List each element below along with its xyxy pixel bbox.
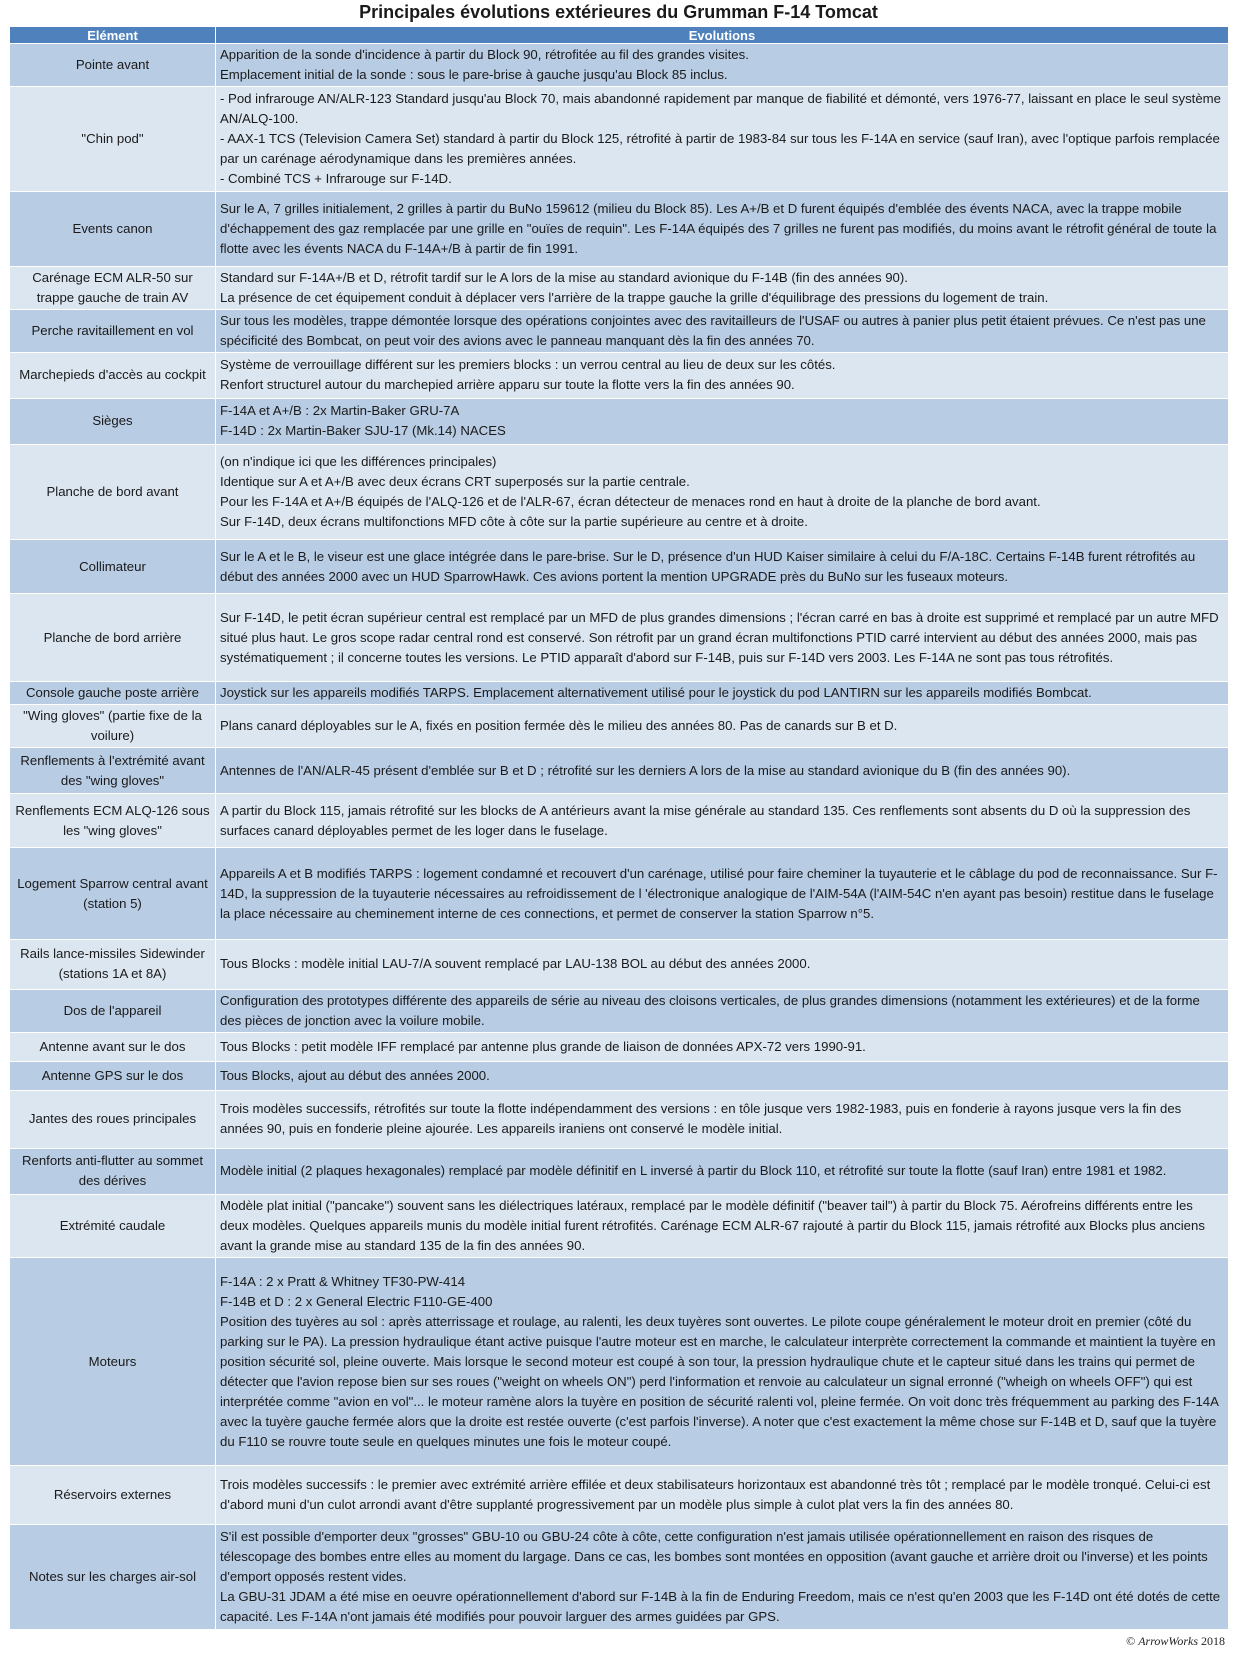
row-evolutions-cell bbox=[216, 794, 1229, 848]
table-row bbox=[10, 310, 1229, 353]
evolution-line: Identique sur A et A+/B avec deux écrans CRT superposés sur la partie centrale. bbox=[220, 473, 690, 489]
header-element: Elément bbox=[10, 27, 216, 44]
header-evolutions: Evolutions bbox=[216, 27, 1229, 44]
evolution-line: Configuration des prototypes différente des appareils de série au niveau des cloisons verticales, de plus grandes dimensions (notamment les extérieures) et de la forme des pièces de jonction avec la voilure mobile. bbox=[220, 992, 1200, 1028]
row-element-cell: Console gauche poste arrière bbox=[10, 681, 216, 704]
evolution-line: Système de verrouillage différent sur les premiers blocks : un verrou central au lieu de deux sur les côtés. bbox=[220, 357, 836, 373]
row-evolutions-cell bbox=[216, 44, 1229, 87]
row-evolutions-cell bbox=[216, 86, 1229, 191]
row-element-cell: Renforts anti-flutter au sommet des dérives bbox=[10, 1149, 216, 1195]
table-row bbox=[10, 704, 1229, 748]
row-evolutions-cell bbox=[216, 1032, 1229, 1061]
evolution-line: Sur F-14D, le petit écran supérieur central est remplacé par un MFD de plus grandes dimensions ; l'écran carré en bas à droite est supprimé et remplacé par un autre MFD situé plus haut. Le gros scope radar central rond est conservé. Son rétrofit par un grand écran multifonctions PTID carré intervient au début des années 2000, mais pas systématiquement ; il concerne toutes les versions. Le PTID apparaît d'abord sur F-14B, puis sur F-14D vers 2003. Les F-14A ne sont pas tous rétrofités. bbox=[220, 609, 1219, 665]
row-element-cell: Events canon bbox=[10, 191, 216, 266]
evolution-line: Joystick sur les appareils modifiés TARPS. Emplacement alternativement utilisé pour le joystick du pod LANTIRN sur les appareils modifiés Bombcat. bbox=[220, 684, 1092, 700]
row-evolutions-cell bbox=[216, 989, 1229, 1032]
evolution-line: - Pod infrarouge AN/ALR-123 Standard jusqu'au Block 70, mais abandonné rapidement par manque de fiabilité et démonté, vers 1976-77, laissant en place le seul système AN/ALQ-100. bbox=[220, 90, 1221, 126]
row-evolutions-cell bbox=[216, 1090, 1229, 1148]
row-element-cell: Antenne avant sur le dos bbox=[10, 1032, 216, 1061]
evolution-line: Standard sur F-14A+/B et D, rétrofit tardif sur le A lors de la mise au standard avionique du F-14B (fin des années 90). bbox=[220, 270, 908, 286]
row-evolutions-cell bbox=[216, 1466, 1229, 1524]
evolution-line: Modèle plat initial ("pancake") souvent sans les diélectriques latéraux, remplacé par le modèle définitif ("beaver tail") à partir du Block 75. Aérofreins différents entre les deux modèles. Quelques appareils munis du modèle initial furent rétrofités. Carénage ECM ALR-67 rajouté à partir du Block 115, jamais rétrofité aux Blocks plus anciens avant la grande mise au standard 135 de la fin des années 90. bbox=[220, 1198, 1205, 1254]
copyright-symbol: © bbox=[1126, 1634, 1136, 1648]
table-row bbox=[10, 989, 1229, 1032]
table-row bbox=[10, 748, 1229, 794]
table-row bbox=[10, 44, 1229, 87]
table-row bbox=[10, 1149, 1229, 1195]
evolution-line: Position des tuyères au sol : après atterrissage et roulage, au ralenti, les deux tuyères sont ouvertes. Le pilote coupe généralement le moteur droit en premier (côté du parking sur le PA). La pression hydraulique étant active puisque l'autre moteur est en marche, le calculateur interprète correctement la commande et maintient la tuyère en position sécurité sol, pleine ouverte. Mais lorsque le second moteur est coupé à son tour, la pression hydraulique chute et le capteur situé dans les trains qui permet de détecter que l'avion repose bien sur ses roues ("weight on wheels ON") perd l'information et renvoie au calculateur un signal erronné ("wheigh on wheels OFF") qui est interprétée comme "avion en vol"... le moteur ramène alors la tuyère en position de sécurité ralenti vol, pleine fermée. On voit donc très fréquemment au parking des F-14A avec la tuyère gauche fermée alors que la droite est restée ouverte (c'est parfois l'inverse). A noter que c'est exactement la même chose sur F-14B et D, sauf que la tuyère du F110 se rouvre toute seule en quelques minutes une fois le moteur coupé. bbox=[220, 1313, 1219, 1449]
evolution-line: Tous Blocks : petit modèle IFF remplacé par antenne plus grande de liaison de données APX-72 vers 1990-91. bbox=[220, 1038, 866, 1054]
evolution-line: La GBU-31 JDAM a été mise en oeuvre opérationnellement d'abord sur F-14B à la fin de Enduring Freedom, mais ce n'est qu'en 2003 que les F-14D ont été dotés de cette capacité. Les F-14A n'ont jamais été modifiés pour pouvoir larguer des armes guidées par GPS. bbox=[220, 1588, 1221, 1624]
row-element-cell: Notes sur les charges air-sol bbox=[10, 1524, 216, 1629]
brand-name: ArrowWorks bbox=[1138, 1634, 1198, 1648]
row-evolutions-cell bbox=[216, 748, 1229, 794]
row-evolutions-cell bbox=[216, 353, 1229, 399]
row-evolutions-cell bbox=[216, 1258, 1229, 1466]
evolution-line: La présence de cet équipement conduit à déplacer vers l'arrière de la trappe gauche la grille d'équilibrage des pressions du logement de train. bbox=[220, 290, 1049, 306]
table-row bbox=[10, 681, 1229, 704]
evolution-line: A partir du Block 115, jamais rétrofité sur les blocks de A antérieurs avant la mise générale au standard 135. Ces renflements sont absents du D où la suppression des surfaces canard déployables permet de les loger dans le fuselage. bbox=[220, 802, 1191, 838]
evolution-line: F-14A et A+/B : 2x Martin-Baker GRU-7A bbox=[220, 403, 460, 419]
row-element-cell: "Chin pod" bbox=[10, 86, 216, 191]
table-row bbox=[10, 398, 1229, 444]
table-row bbox=[10, 1032, 1229, 1061]
evolution-line: F-14D : 2x Martin-Baker SJU-17 (Mk.14) NACES bbox=[220, 423, 506, 439]
row-evolutions-cell bbox=[216, 266, 1229, 310]
row-evolutions-cell bbox=[216, 398, 1229, 444]
evolution-line: Sur tous les modèles, trappe démontée lorsque des opérations conjointes avec des ravitailleurs de l'USAF ou autres à panier plus petit étaient prévues. Ce n'est pas une spécificité des Bombcat, on peut voir des avions avec le panneau manquant dès la fin des années 70. bbox=[220, 313, 1206, 349]
row-evolutions-cell bbox=[216, 1194, 1229, 1257]
row-element-cell: Collimateur bbox=[10, 540, 216, 594]
row-evolutions-cell bbox=[216, 1524, 1229, 1629]
table-row bbox=[10, 191, 1229, 266]
row-evolutions-cell bbox=[216, 1061, 1229, 1090]
evolution-line: Tous Blocks : modèle initial LAU-7/A souvent remplacé par LAU-138 BOL au début des années 2000. bbox=[220, 956, 811, 972]
row-element-cell: Extrémité caudale bbox=[10, 1194, 216, 1257]
row-evolutions-cell bbox=[216, 540, 1229, 594]
footer-credit bbox=[1126, 1634, 1225, 1649]
table-row bbox=[10, 1466, 1229, 1524]
row-element-cell: Marchepieds d'accès au cockpit bbox=[10, 353, 216, 399]
row-evolutions-cell bbox=[216, 191, 1229, 266]
evolution-line: Tous Blocks, ajout au début des années 2000. bbox=[220, 1067, 490, 1083]
evolution-line: Sur le A et le B, le viseur est une glace intégrée dans le pare-brise. Sur le D, présence d'un HUD Kaiser similaire à celui du F/A-18C. Certains F-14B furent rétrofités au début des années 2000 avec un HUD SparrowHawk. Ces avions portent la mention UPGRADE près du BuNo sur les fuseaux moteurs. bbox=[220, 548, 1196, 584]
row-element-cell: Rails lance-missiles Sidewinder (stations 1A et 8A) bbox=[10, 939, 216, 989]
evolution-line: Sur le A, 7 grilles initialement, 2 grilles à partir du BuNo 159612 (milieu du Block 85). Les A+/B et D furent équipés d'emblée des évents NACA, avec la trappe mobile d'échappement des gaz remplacée par une grille en "ouïes de requin". Les F-14A équipés des 7 grilles ne furent pas modifiés, du moins avant le rétrofit général de toute la flotte avec les évents NACA du F-14A+/B à partir de fin 1991. bbox=[220, 200, 1217, 256]
evolution-line: Apparition de la sonde d'incidence à partir du Block 90, rétrofitée au fil des grandes visites. bbox=[220, 46, 749, 62]
row-evolutions-cell bbox=[216, 310, 1229, 353]
copyright-year: 2018 bbox=[1201, 1634, 1225, 1648]
table-row bbox=[10, 1258, 1229, 1466]
row-element-cell: Réservoirs externes bbox=[10, 1466, 216, 1524]
evolution-line: Antennes de l'AN/ALR-45 présent d'emblée sur B et D ; rétrofité sur les derniers A lors de la mise au standard avionique du B (fin des années 90). bbox=[220, 762, 1071, 778]
table-row bbox=[10, 794, 1229, 848]
evolution-line: F-14A : 2 x Pratt & Whitney TF30-PW-414 bbox=[220, 1273, 466, 1289]
row-element-cell: "Wing gloves" (partie fixe de la voilure) bbox=[10, 704, 216, 748]
evolutions-table bbox=[9, 26, 1229, 1630]
table-row bbox=[10, 1194, 1229, 1257]
table-row bbox=[10, 594, 1229, 681]
evolution-line: - Combiné TCS + Infrarouge sur F-14D. bbox=[220, 170, 452, 186]
row-evolutions-cell bbox=[216, 704, 1229, 748]
evolution-line: Emplacement initial de la sonde : sous le pare-brise à gauche jusqu'au Block 85 inclus. bbox=[220, 66, 728, 82]
row-evolutions-cell bbox=[216, 444, 1229, 540]
evolution-line: - AAX-1 TCS (Television Camera Set) standard à partir du Block 125, rétrofité à partir de 1983-84 sur tous les F-14A en service (sauf Iran), avec l'optique parfois remplacée par un carénage aérodynamique dans les premières années. bbox=[220, 130, 1220, 166]
row-element-cell: Jantes des roues principales bbox=[10, 1090, 216, 1148]
table-row bbox=[10, 353, 1229, 399]
table-row bbox=[10, 848, 1229, 940]
table-row bbox=[10, 540, 1229, 594]
table-row bbox=[10, 939, 1229, 989]
evolution-line: Modèle initial (2 plaques hexagonales) remplacé par modèle définitif en L inversé à partir du Block 110, et rétrofité sur toute la flotte (sauf Iran) entre 1981 et 1982. bbox=[220, 1163, 1167, 1179]
evolution-line: Plans canard déployables sur le A, fixés en position fermée dès le milieu des années 80. Pas de canards sur B et D. bbox=[220, 718, 898, 734]
row-element-cell: Planche de bord arrière bbox=[10, 594, 216, 681]
row-element-cell: Renflements à l'extrémité avant des "wing gloves" bbox=[10, 748, 216, 794]
row-evolutions-cell bbox=[216, 939, 1229, 989]
table-row bbox=[10, 1061, 1229, 1090]
evolution-line: Trois modèles successifs : le premier avec extrémité arrière effilée et deux stabilisateurs horizontaux est abandonné très tôt ; remplacé par le modèle tronqué. Celui-ci est d'abord muni d'un culot arrondi avant d'être supplanté progressivement par un modèle plus simple à culot plat vers la fin des années 80. bbox=[220, 1477, 1211, 1513]
row-element-cell: Dos de l'appareil bbox=[10, 989, 216, 1032]
row-evolutions-cell bbox=[216, 848, 1229, 940]
row-element-cell: Pointe avant bbox=[10, 44, 216, 87]
evolution-line: Sur F-14D, deux écrans multifonctions MFD côte à côte sur la partie supérieure au centre et à droite. bbox=[220, 513, 808, 529]
row-evolutions-cell bbox=[216, 594, 1229, 681]
table-row bbox=[10, 86, 1229, 191]
evolution-line: (on n'indique ici que les différences principales) bbox=[220, 453, 497, 469]
row-evolutions-cell bbox=[216, 1149, 1229, 1195]
table-row bbox=[10, 444, 1229, 540]
evolution-line: Appareils A et B modifiés TARPS : logement condamné et recouvert d'un carénage, utilisé pour faire cheminer la tuyauterie et le câblage du pod de reconnaissance. Sur F-14D, la suppression de la tuyauterie nécessaires au refroidissement de l 'électronique analogique de l'AIM-54A (l'AIM-54C n'en ayant pas besoin) restitue dans le fuselage la place nécessaire au cheminement interne de ces connections, et permet de conserver la station Sparrow n°5. bbox=[220, 865, 1218, 921]
row-element-cell: Logement Sparrow central avant (station 5) bbox=[10, 848, 216, 940]
row-element-cell: Sièges bbox=[10, 398, 216, 444]
table-row bbox=[10, 1090, 1229, 1148]
evolution-line: Renfort structurel autour du marchepied arrière apparu sur toute la flotte vers la fin des années 90. bbox=[220, 377, 795, 393]
table-header-row bbox=[10, 27, 1229, 44]
row-element-cell: Carénage ECM ALR-50 sur trappe gauche de train AV bbox=[10, 266, 216, 310]
row-element-cell: Moteurs bbox=[10, 1258, 216, 1466]
table-row bbox=[10, 1524, 1229, 1629]
table-row bbox=[10, 266, 1229, 310]
evolution-line: Trois modèles successifs, rétrofités sur toute la flotte indépendamment des versions : en tôle jusque vers 1982-1983, puis en fonderie à rayons jusque vers la fin des années 90, puis en fonderie pleine ajourée. Les appareils iraniens ont conservé le modèle initial. bbox=[220, 1101, 1182, 1137]
evolution-line: F-14B et D : 2 x General Electric F110-GE-400 bbox=[220, 1293, 493, 1309]
row-element-cell: Perche ravitaillement en vol bbox=[10, 310, 216, 353]
evolution-line: Pour les F-14A et A+/B équipés de l'ALQ-126 et de l'ALR-67, écran détecteur de menaces rond en haut à droite de la planche de bord avant. bbox=[220, 493, 1041, 509]
evolution-line: S'il est possible d'emporter deux "grosses" GBU-10 ou GBU-24 côte à côte, cette configuration n'est jamais utilisée opérationnellement en raison des risques de télescopage des bombes entre elles au moment du largage. Dans ce cas, les bombes sont montées en opposition (avant gauche et arrière droit ou l'inverse) et les points d'emport opposés restent vides. bbox=[220, 1528, 1208, 1584]
page-title: Principales évolutions extérieures du Grumman F-14 Tomcat bbox=[359, 2, 878, 22]
row-element-cell: Renflements ECM ALQ-126 sous les "wing gloves" bbox=[10, 794, 216, 848]
row-element-cell: Antenne GPS sur le dos bbox=[10, 1061, 216, 1090]
row-element-cell: Planche de bord avant bbox=[10, 444, 216, 540]
row-evolutions-cell bbox=[216, 681, 1229, 704]
